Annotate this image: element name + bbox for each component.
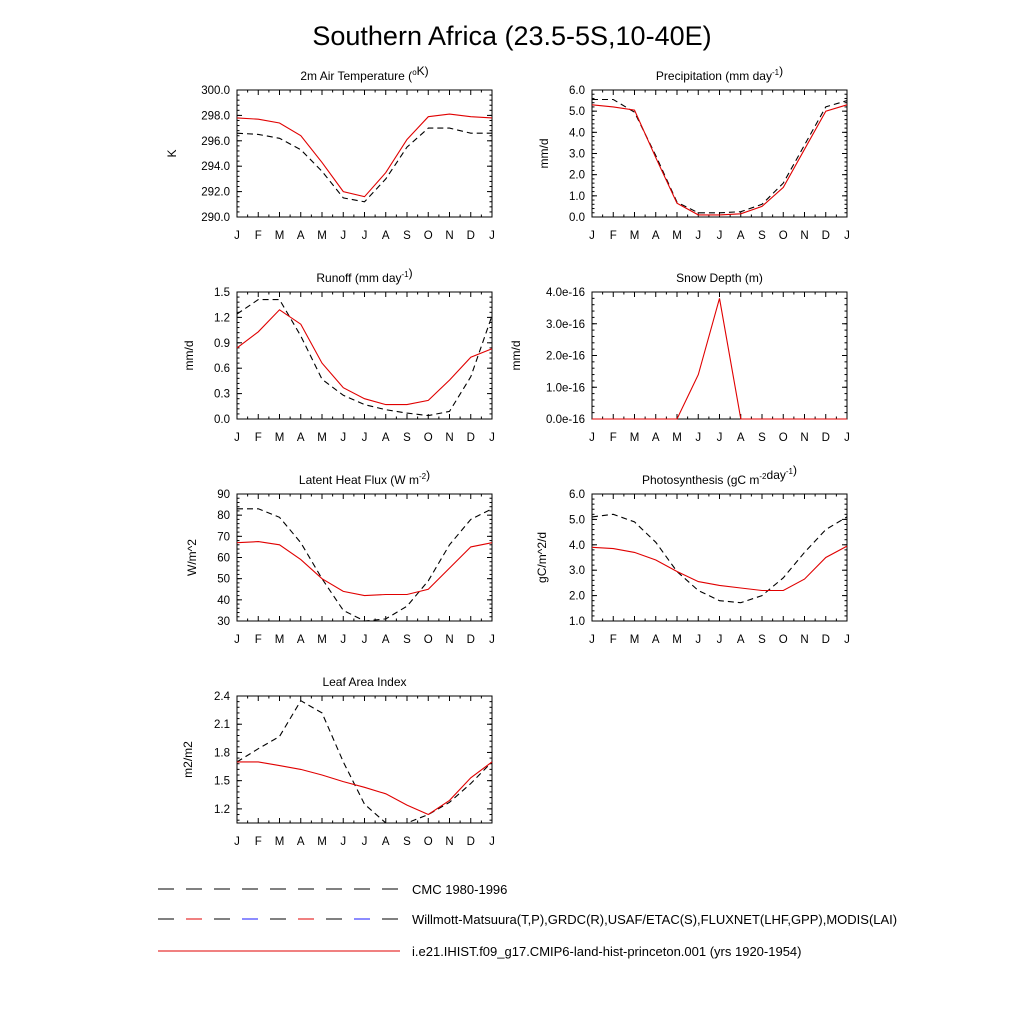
series-line-cmc: [592, 100, 847, 213]
x-tick-label: J: [844, 634, 850, 646]
x-tick-label: S: [403, 634, 411, 646]
y-tick-label: 3.0: [569, 565, 585, 578]
x-tick-label: J: [716, 634, 723, 646]
y-tick-label: 2.0e-16: [545, 350, 585, 363]
x-tick-label: S: [758, 634, 766, 646]
y-tick-label: 3.0: [569, 148, 585, 161]
x-tick-label: O: [778, 230, 788, 242]
y-tick-label: 4.0e-16: [545, 287, 585, 299]
y-tick-label: 30: [217, 616, 230, 628]
x-tick-label: J: [716, 432, 723, 444]
x-tick-label: J: [695, 230, 702, 242]
x-tick-label: O: [778, 634, 788, 646]
x-tick-label: S: [403, 432, 411, 444]
y-axis-label: gC/m^2/d: [535, 532, 549, 583]
x-tick-label: M: [317, 230, 327, 242]
x-tick-label: M: [317, 634, 327, 646]
y-tick-label: 4.0: [569, 539, 585, 552]
y-tick-label: 6.0: [569, 489, 585, 501]
y-tick-label: 4.0: [569, 127, 585, 140]
y-tick-label: 298.0: [201, 110, 230, 123]
panel-1: [165, 64, 495, 242]
x-tick-label: J: [234, 634, 240, 646]
y-axis-label: mm/d: [509, 340, 523, 371]
panel-title: 2m Air Temperature ($^o$K): [300, 64, 429, 83]
x-tick-label: J: [489, 634, 495, 646]
series-line-model: [592, 105, 847, 215]
x-tick-label: D: [821, 432, 830, 444]
y-tick-label: 90: [217, 489, 230, 501]
x-tick-label: J: [489, 432, 495, 444]
x-tick-label: A: [296, 836, 305, 848]
x-tick-label: A: [381, 634, 390, 646]
x-tick-label: J: [361, 836, 368, 848]
y-tick-label: 292.0: [201, 186, 230, 199]
plot-frame: [237, 696, 492, 823]
x-tick-label: M: [672, 230, 682, 242]
x-tick-label: J: [234, 836, 240, 848]
x-tick-label: M: [274, 432, 285, 444]
panel-title: Latent Heat Flux (W $m^{-2}$): [298, 468, 431, 487]
y-tick-label: 5.0: [569, 514, 585, 527]
x-tick-label: A: [736, 634, 745, 646]
y-tick-label: 1.0e-16: [545, 382, 585, 395]
x-tick-label: J: [361, 634, 368, 646]
y-tick-label: 6.0: [569, 85, 585, 97]
x-tick-label: J: [589, 230, 595, 242]
x-tick-label: F: [254, 432, 262, 444]
x-tick-label: M: [672, 634, 682, 646]
x-tick-label: A: [651, 230, 660, 242]
x-tick-label: N: [445, 432, 454, 444]
y-tick-label: 2.0: [569, 169, 585, 182]
y-tick-label: 40: [217, 594, 230, 607]
panel-5: [185, 468, 495, 646]
y-tick-label: 2.1: [214, 719, 230, 732]
x-tick-label: J: [361, 432, 368, 444]
x-tick-label: N: [445, 836, 454, 848]
x-tick-label: S: [758, 230, 766, 242]
x-tick-label: M: [274, 230, 285, 242]
plot-frame: [237, 292, 492, 419]
y-tick-label: 0.0e-16: [545, 414, 585, 426]
panel-title: Precipitation (mm day$^{-1}$): [655, 64, 784, 83]
x-tick-label: J: [695, 634, 702, 646]
x-tick-label: J: [340, 634, 347, 646]
panel-title: Snow Depth (m): [676, 271, 763, 285]
x-tick-label: N: [800, 230, 809, 242]
series-line-cmc: [237, 128, 492, 202]
panel-2: [537, 64, 850, 242]
x-tick-label: J: [234, 230, 240, 242]
x-tick-label: N: [800, 432, 809, 444]
x-tick-label: J: [489, 836, 495, 848]
x-tick-label: J: [340, 230, 347, 242]
legend-item: [158, 944, 802, 959]
x-tick-label: O: [423, 432, 433, 444]
x-tick-label: J: [340, 432, 347, 444]
panel-group: [165, 64, 850, 848]
x-tick-label: F: [609, 634, 617, 646]
x-tick-label: M: [317, 432, 327, 444]
x-tick-label: M: [672, 432, 682, 444]
x-tick-label: A: [736, 432, 745, 444]
y-tick-label: 1.2: [214, 803, 230, 816]
y-tick-label: 0.9: [214, 337, 230, 350]
x-tick-label: J: [844, 230, 850, 242]
x-tick-label: S: [403, 836, 411, 848]
x-tick-label: M: [274, 836, 285, 848]
y-tick-label: 1.5: [214, 775, 230, 788]
x-tick-label: A: [651, 634, 660, 646]
y-tick-label: 60: [217, 552, 230, 565]
panel-title: Runoff (mm day$^{-1}$): [316, 266, 413, 285]
x-tick-label: A: [736, 230, 745, 242]
x-tick-label: J: [489, 230, 495, 242]
legend: [158, 882, 897, 959]
x-tick-label: F: [609, 230, 617, 242]
x-tick-label: A: [381, 230, 390, 242]
x-tick-label: J: [589, 432, 595, 444]
x-tick-label: D: [821, 634, 830, 646]
x-tick-label: F: [254, 634, 262, 646]
plot-frame: [592, 494, 847, 621]
plot-frame: [237, 494, 492, 621]
x-tick-label: D: [466, 836, 475, 848]
plot-frame: [237, 90, 492, 217]
series-line-model: [592, 298, 847, 419]
x-tick-label: D: [821, 230, 830, 242]
y-tick-label: 1.8: [214, 747, 230, 760]
panel-title: Photosynthesis (gC $m^{-2}day^{-1}$): [642, 463, 797, 487]
x-tick-label: J: [589, 634, 595, 646]
legend-label: i.e21.IHIST.f09_g17.CMIP6-land-hist-princeton.001 (yrs 1920-1954): [412, 944, 802, 959]
legend-label: Willmott-Matsuura(T,P),GRDC(R),USAF/ETAC(S),FLUXNET(LHF,GPP),MODIS(LAI): [412, 912, 898, 927]
series-line-model: [237, 762, 492, 815]
panel-3: [182, 266, 495, 444]
x-tick-label: S: [758, 432, 766, 444]
panel-7: [181, 675, 495, 848]
x-tick-label: J: [716, 230, 723, 242]
x-tick-label: M: [274, 634, 285, 646]
x-tick-label: M: [629, 634, 640, 646]
x-tick-label: S: [403, 230, 411, 242]
x-tick-label: M: [317, 836, 327, 848]
legend-item: [158, 882, 507, 897]
y-tick-label: 290.0: [201, 212, 230, 224]
y-tick-label: 296.0: [201, 135, 230, 148]
x-tick-label: O: [423, 836, 433, 848]
series-line-model: [237, 114, 492, 197]
x-tick-label: O: [778, 432, 788, 444]
y-tick-label: 0.6: [214, 363, 230, 376]
series-line-model: [237, 310, 492, 405]
x-tick-label: J: [340, 836, 347, 848]
y-axis-label: mm/d: [182, 340, 196, 371]
x-tick-label: D: [466, 230, 475, 242]
plot-frame: [592, 292, 847, 419]
x-tick-label: J: [361, 230, 368, 242]
x-tick-label: A: [296, 432, 305, 444]
y-tick-label: 0.3: [214, 388, 230, 401]
x-tick-label: A: [296, 230, 305, 242]
y-tick-label: 50: [217, 573, 230, 586]
y-tick-label: 3.0e-16: [545, 318, 585, 331]
x-tick-label: A: [651, 432, 660, 444]
x-tick-label: D: [466, 432, 475, 444]
y-tick-label: 1.0: [569, 616, 585, 628]
x-tick-label: J: [695, 432, 702, 444]
x-tick-label: F: [609, 432, 617, 444]
x-tick-label: D: [466, 634, 475, 646]
y-axis-label: K: [165, 149, 179, 158]
y-tick-label: 300.0: [201, 85, 230, 97]
x-tick-label: J: [844, 432, 850, 444]
legend-label: CMC 1980-1996: [412, 882, 508, 897]
panel-4: [509, 271, 850, 444]
x-tick-label: N: [445, 634, 454, 646]
series-line-model: [237, 542, 492, 596]
y-tick-label: 1.5: [214, 287, 230, 299]
series-line-model: [592, 546, 847, 590]
y-tick-label: 1.2: [214, 312, 230, 325]
figure-title: Southern Africa (23.5-5S,10-40E): [312, 21, 712, 51]
x-tick-label: M: [629, 230, 640, 242]
panel-6: [535, 463, 850, 646]
x-tick-label: N: [445, 230, 454, 242]
x-tick-label: F: [254, 836, 262, 848]
series-line-cmc: [237, 509, 492, 621]
y-axis-label: W/m^2: [185, 539, 199, 576]
y-tick-label: 5.0: [569, 106, 585, 119]
y-axis-label: m2/m2: [181, 741, 195, 778]
y-tick-label: 0.0: [214, 414, 230, 426]
x-tick-label: F: [254, 230, 262, 242]
y-tick-label: 1.0: [569, 190, 585, 203]
legend-item: [158, 912, 897, 927]
x-tick-label: A: [381, 836, 390, 848]
x-tick-label: M: [629, 432, 640, 444]
x-tick-label: A: [296, 634, 305, 646]
series-line-cmc: [237, 701, 492, 823]
x-tick-label: N: [800, 634, 809, 646]
y-tick-label: 80: [217, 510, 230, 523]
y-tick-label: 70: [217, 531, 230, 544]
y-tick-label: 2.0: [569, 590, 585, 603]
y-axis-label: mm/d: [537, 138, 551, 169]
x-tick-label: O: [423, 230, 433, 242]
panel-title: Leaf Area Index: [322, 675, 407, 689]
y-tick-label: 2.4: [214, 691, 230, 703]
series-line-cmc: [592, 514, 847, 602]
y-tick-label: 294.0: [201, 161, 230, 174]
x-tick-label: J: [234, 432, 240, 444]
y-tick-label: 0.0: [569, 212, 585, 224]
x-tick-label: O: [423, 634, 433, 646]
x-tick-label: A: [381, 432, 390, 444]
